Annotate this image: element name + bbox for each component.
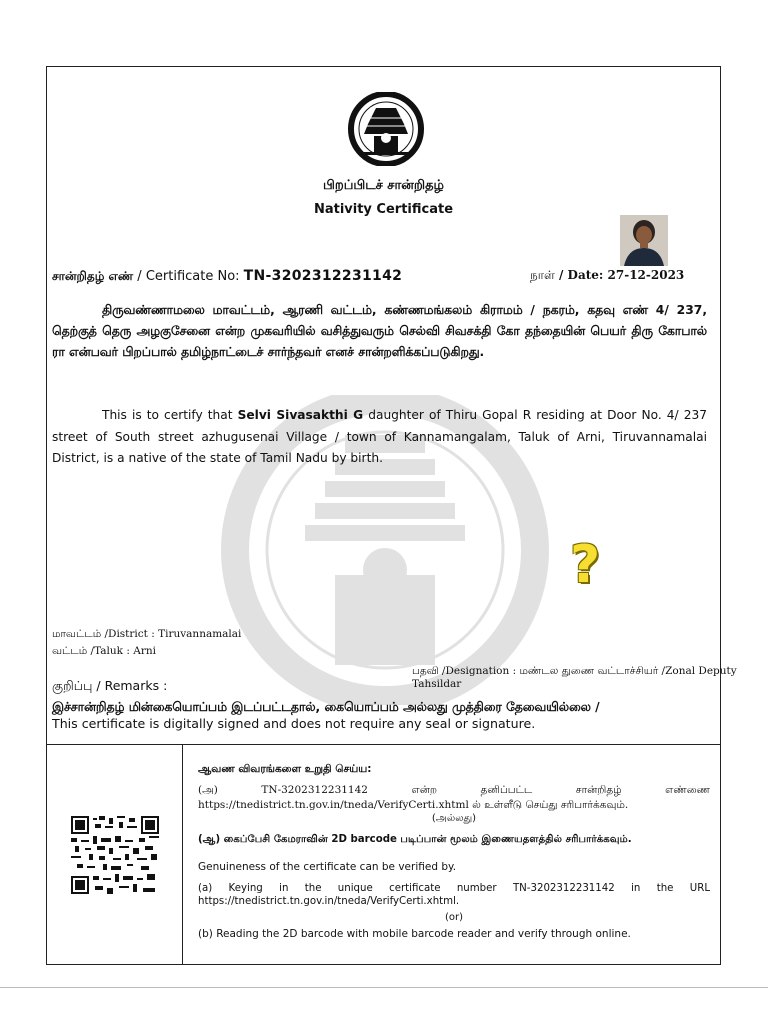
- body-text-part1: This is to certify that: [102, 408, 238, 422]
- verification-option-a: (a) Keying in the unique certificate number TN-3202312231142 in the URL https://tnedistrict.tn.gov.in/tneda/VerifyCerti.xhtml.: [198, 883, 710, 907]
- certificate-number-label-tamil: சான்றிதழ் எண்: [52, 269, 134, 283]
- verification-or: (or): [444, 912, 464, 923]
- body-text-part2: daughter of Thiru Gopal R residing at Door No. 4/ 237 street of South street azhugusenai Village / town of Kannamangalam, Taluk of Arni, Tiruvannamalai District, is a native of the state of Tamil Nadu by birth.: [52, 408, 707, 465]
- title-tamil: பிறப்பிடச் சான்றிதழ்: [322, 178, 445, 193]
- date-value: 27-12-2023: [607, 268, 685, 282]
- applicant-name: Selvi Sivasakthi G: [237, 408, 364, 422]
- digital-signature-note: This certificate is digitally signed and does not require any seal or signature.: [52, 716, 536, 731]
- certificate-number: TN-3202312231142: [243, 268, 403, 284]
- tamil-nadu-emblem: [342, 92, 430, 166]
- verification-option-b: (b) Reading the 2D barcode with mobile barcode reader and verify through online.: [198, 928, 631, 940]
- applicant-photo: [620, 215, 668, 266]
- section-divider: [46, 744, 721, 745]
- verification-or-tamil: (அல்லது): [431, 813, 477, 824]
- genuineness-heading: Genuineness of the certificate can be verified by.: [198, 861, 457, 873]
- district-line: மாவட்டம் /District : Tiruvannamalai: [52, 628, 242, 640]
- page-bottom-divider: [0, 987, 768, 988]
- verification-heading-tamil: ஆவண விவரங்களை உறுதி செய்ய:: [198, 763, 372, 775]
- remarks-label-tamil: குறிப்பு: [52, 678, 93, 693]
- verification-option-a-tamil: (அ) TN-3202312231142 என்ற தனிப்பட்ட சான்றிதழ் எண்ணை https://tnedistrict.tn.gov.in/tneda/VerifyCerti.xhtml ல் உள்ளீடு செய்து சரிபார்க்கவும்.: [198, 784, 710, 811]
- remarks-line: [52, 678, 167, 695]
- digital-signature-note-tamil: இச்சான்றிதழ் மின்கையொப்பம் இடப்பட்டதால், கையொப்பம் அல்லது முத்திரை தேவையில்லை /: [52, 700, 600, 714]
- certificate-number-line: [52, 268, 402, 285]
- date-line: [530, 268, 684, 284]
- certificate-body-tamil: திருவண்ணாமலை மாவட்டம், ஆரணி வட்டம், கண்ணமங்கலம் கிராமம் / நகரம், கதவு எண் 4/ 237, தெற்குத் தெரு அழகுசேனை என்ற முகவரியில் வசித்துவரும் செல்வி சிவசக்தி கோ தந்தையின் பெயர் திரு கோபால் ரா என்பவர் பிறப்பால் தமிழ்நாட்டைச் சார்ந்தவர் எனச் சான்றளிக்கப்படுகிறது.: [52, 303, 707, 359]
- title-english: Nativity Certificate: [313, 202, 454, 217]
- date-label: / Date:: [554, 268, 608, 282]
- certificate-number-label: / Certificate No:: [133, 269, 244, 284]
- verification-option-b-tamil: (ஆ) கைப்பேசி கேமராவின் 2D barcode படிப்பான் மூலம் இணையதளத்தில் சரிபார்க்கவும்.: [198, 834, 632, 845]
- column-divider: [182, 744, 183, 965]
- taluk-line: வட்டம் /Taluk : Arni: [52, 645, 156, 657]
- remarks-label: / Remarks :: [92, 678, 168, 693]
- date-label-tamil: நாள்: [530, 268, 555, 282]
- qr-code[interactable]: [71, 816, 159, 894]
- question-mark-overlay: ?: [570, 535, 601, 595]
- certificate-body-english: [52, 405, 707, 470]
- designation-line: பதவி /Designation : மண்டல துணை வட்டாச்சியர் /Zonal Deputy Tahsildar: [412, 665, 737, 690]
